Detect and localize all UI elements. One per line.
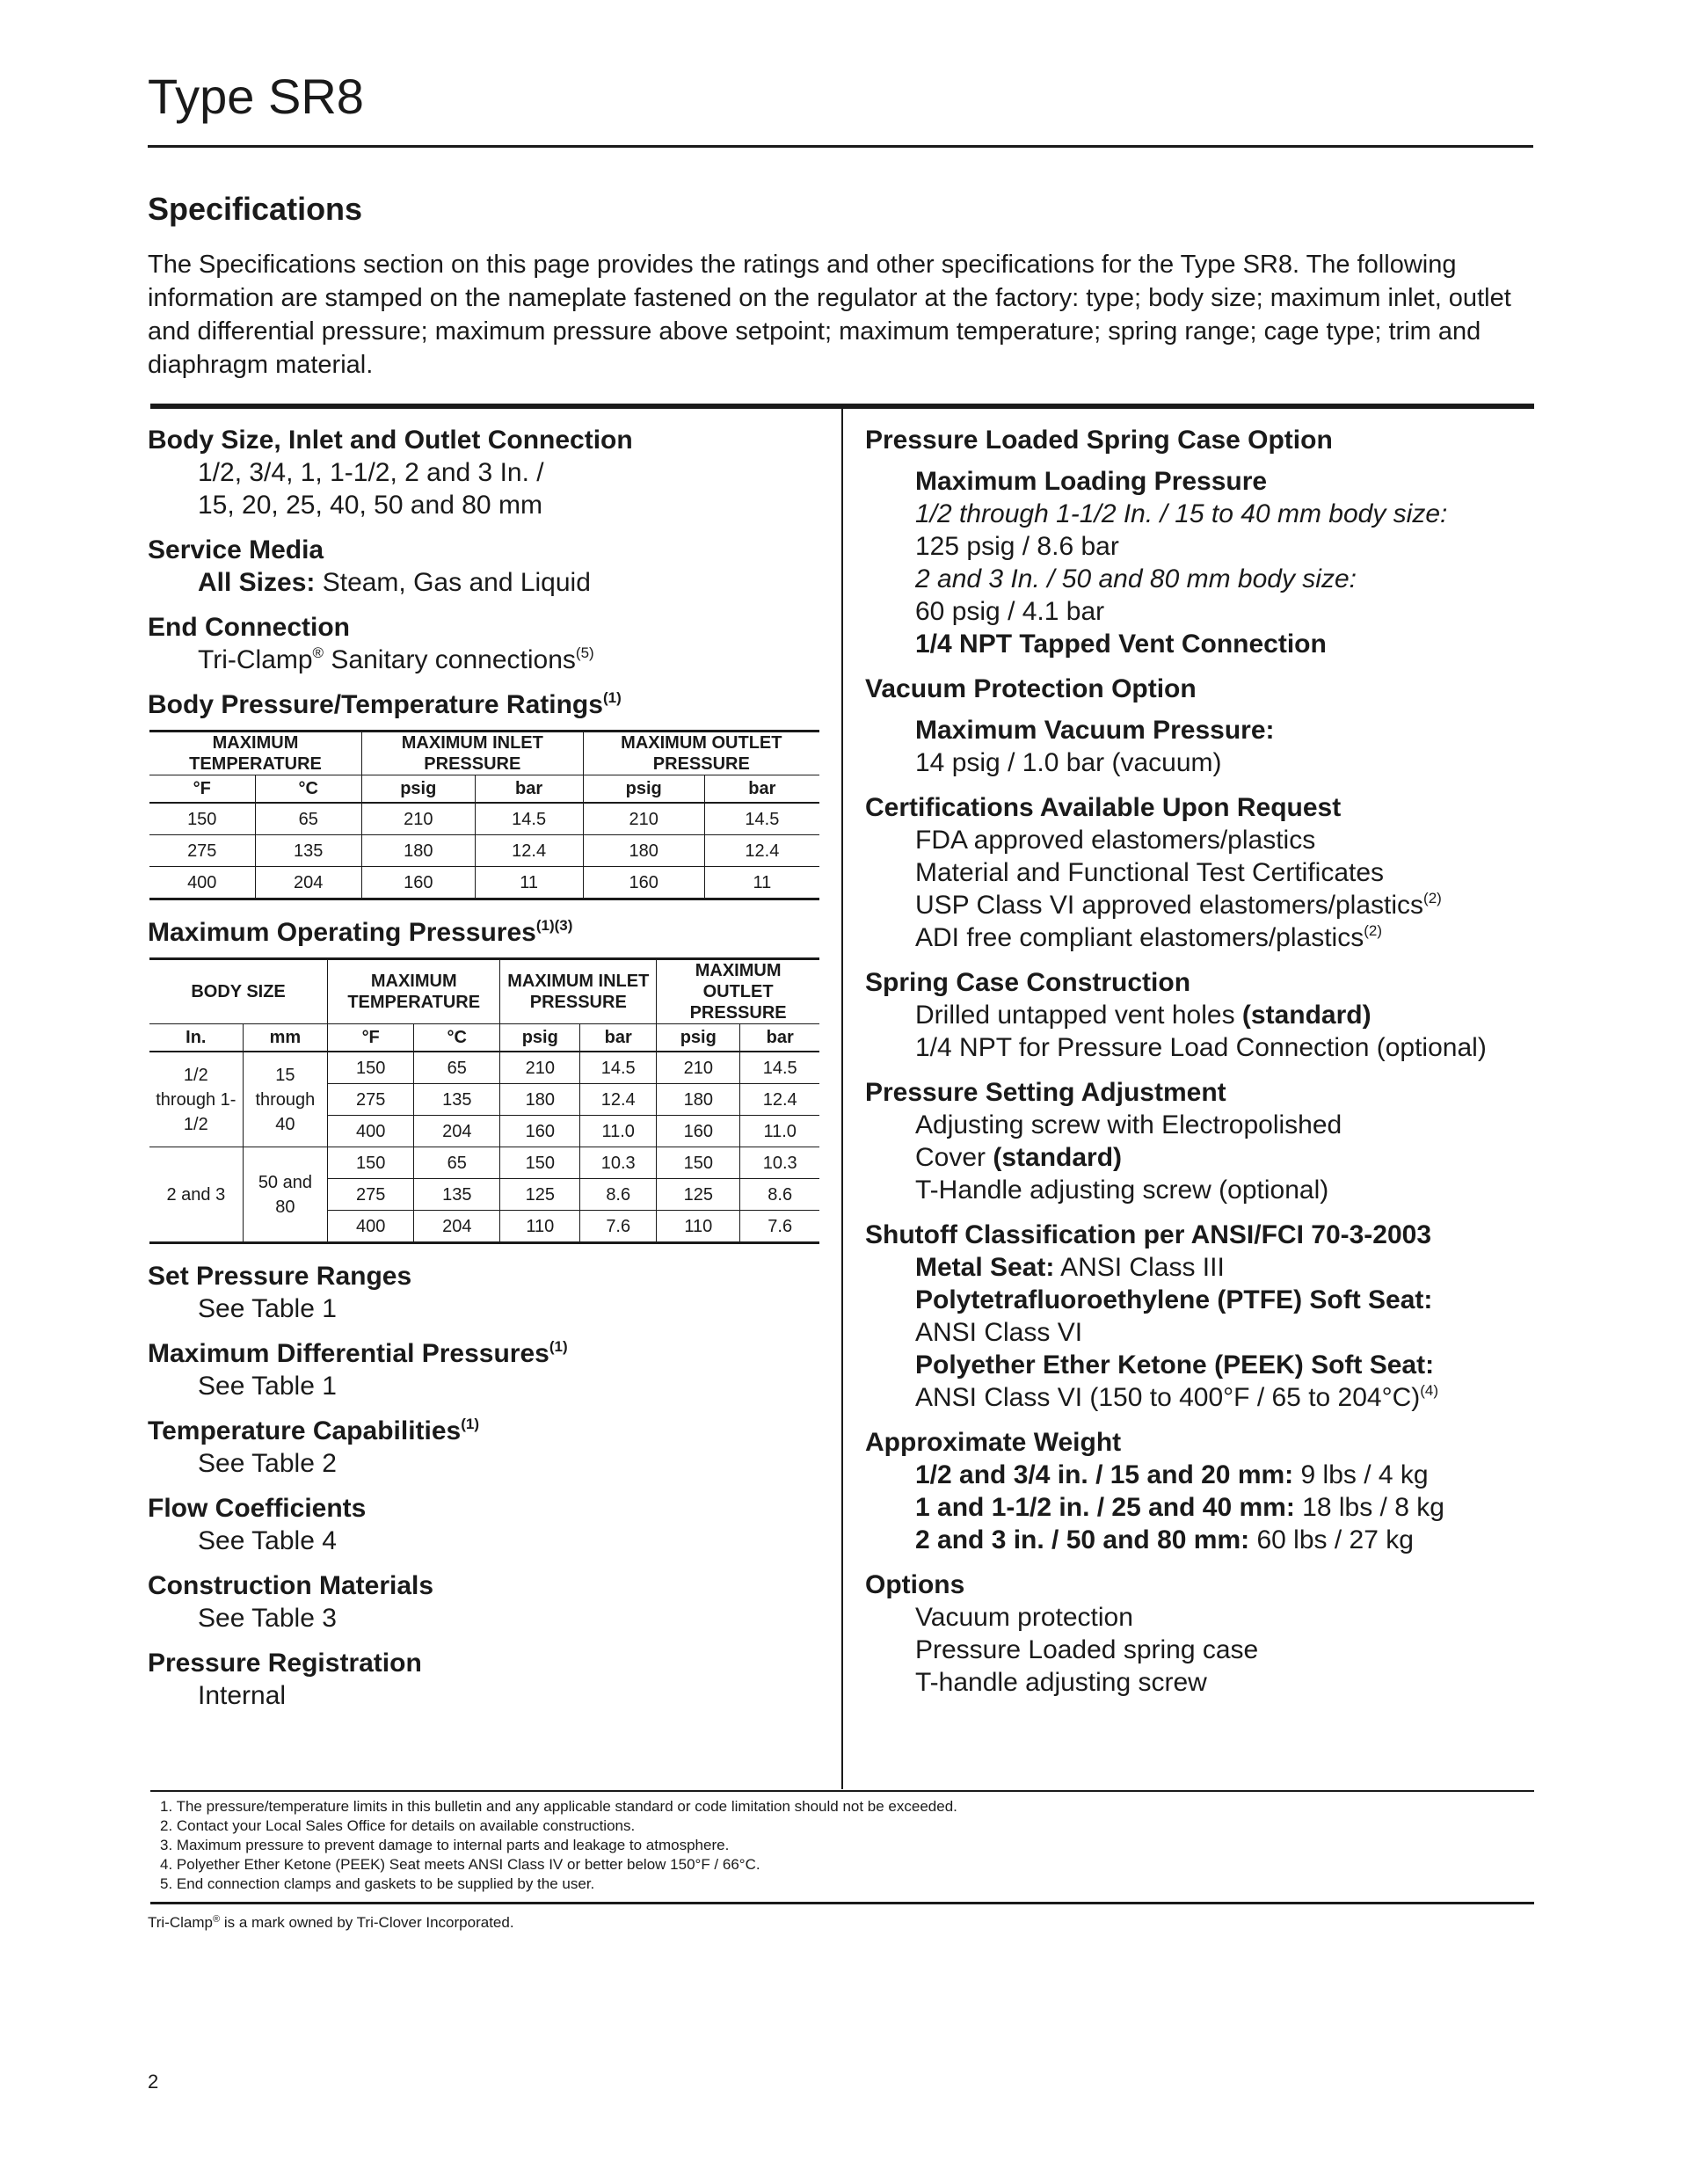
footnote-ref: (1) [602,689,622,706]
column-divider [841,409,843,1789]
table-cell: 150 [657,1147,740,1179]
table-cell: 180 [500,1084,580,1116]
table-cell: 12.4 [704,835,819,867]
spec-value: 14 psig / 1.0 bar (vacuum) [915,748,1222,777]
spec-value [148,644,825,676]
spec-label: Metal Seat: [915,1253,1055,1282]
list-item [865,921,1533,954]
table-cell: 8.6 [740,1179,819,1211]
unit-header: °C [414,1024,500,1052]
table-cell: 65 [414,1147,500,1179]
options-spec [865,1569,1533,1699]
spec-heading-text: Temperature Capabilities [148,1416,462,1445]
spec-heading: Certifications Available Upon Request [865,793,1342,822]
table-cell: 275 [149,835,255,867]
spec-heading: Service Media [148,535,324,564]
spec-value: 60 psig / 4.1 bar [915,597,1105,626]
spec-value [865,1251,1533,1284]
size-mm-cell: 50 and 80 [243,1147,327,1243]
spec-heading: Options [865,1570,965,1599]
table-cell: 275 [328,1179,414,1211]
spec-value [865,714,1533,746]
body-size-spec [148,424,825,521]
spec-value [865,1349,1533,1381]
list-item [865,1491,1533,1524]
table-cell: 400 [328,1116,414,1147]
spec-heading: Construction Materials [148,1571,434,1600]
table-cell: 11.0 [580,1116,657,1147]
table-row [149,1147,819,1179]
table-cell: 204 [414,1211,500,1243]
size-in-cell: 1/2 through 1-1/2 [149,1052,243,1147]
column-header: MAXIMUM OUTLET PRESSURE [583,732,819,775]
spec-text: FDA approved elastomers/plastics [915,826,1316,855]
spec-heading: Body Size, Inlet and Outlet Connection [148,426,633,455]
spec-text: 18 lbs / 8 kg [1294,1493,1444,1522]
table-cell: 7.6 [580,1211,657,1243]
max-operating-table [149,957,819,1244]
table-cell: 10.3 [740,1147,819,1179]
unit-header: °F [149,775,255,804]
spec-text: Sanitary connections [324,645,576,674]
unit-header: mm [243,1024,327,1052]
spec-heading: Pressure Loaded Spring Case Option [865,426,1333,455]
footnote: 2. Contact your Local Sales Office for details on available constructions. [160,1817,636,1834]
table-cell: 150 [328,1147,414,1179]
table-cell: 14.5 [740,1052,819,1084]
spec-subheading: 1/4 NPT Tapped Vent Connection [915,630,1327,659]
list-item: Vacuum protection [915,1603,1133,1632]
spec-value: 125 psig / 8.6 bar [915,532,1119,561]
footnote-ref: (2) [1423,890,1442,906]
spec-value: T-Handle adjusting screw (optional) [915,1176,1329,1205]
spec-label: Polytetrafluoroethylene (PTFE) Soft Seat: [915,1285,1433,1314]
spec-value: See Table 1 [198,1294,337,1323]
table-cell: 7.6 [740,1211,819,1243]
spec-text: Cover [915,1143,993,1172]
spec-value: See Table 3 [198,1604,337,1633]
unit-header: psig [500,1024,580,1052]
spec-value [865,1381,1533,1414]
spec-text: 9 lbs / 4 kg [1293,1460,1429,1489]
list-item [865,1459,1533,1491]
spring-case-spec [865,966,1533,1064]
spec-value: Internal [198,1681,287,1710]
unit-header: bar [740,1024,819,1052]
size-mm-cell: 15 through 40 [243,1052,327,1147]
table-cell: 8.6 [580,1179,657,1211]
spec-heading: Pressure Registration [148,1649,422,1678]
table-cell: 400 [149,867,255,899]
table-row [149,835,819,867]
table-cell: 110 [657,1211,740,1243]
spec-value: 1/2 through 1-1/2 In. / 15 to 40 mm body size: [915,499,1448,528]
spec-heading: Set Pressure Ranges [148,1262,412,1291]
spec-label: 1/2 and 3/4 in. / 15 and 20 mm: [915,1460,1294,1489]
list-item: Pressure Loaded spring case [915,1635,1259,1664]
table-cell: 210 [657,1052,740,1084]
table-cell: 12.4 [475,835,583,867]
column-header: MAXIMUM TEMPERATURE [328,959,500,1024]
trademark-notice [148,1913,514,1933]
spec-value: Adjusting screw with Electropolished [915,1110,1342,1139]
construction-materials-spec [148,1569,825,1634]
set-pressure-spec [148,1260,825,1325]
table-cell: 135 [414,1179,500,1211]
unit-header: psig [361,775,475,804]
footnote-ref: (2) [1364,922,1382,939]
section-heading: Specifications [148,191,363,227]
spec-subheading: Maximum Loading Pressure [915,467,1268,496]
unit-header: psig [583,775,704,804]
spec-label: 1 and 1-1/2 in. / 25 and 40 mm: [915,1493,1295,1522]
table-row [149,867,819,899]
flow-coefficients-spec [148,1492,825,1557]
spec-heading: Spring Case Construction [865,968,1191,997]
footnote-ref: (1) [549,1338,568,1355]
spec-text: Material and Functional Test Certificates [915,858,1385,887]
approximate-weight-spec [865,1426,1533,1556]
spec-value [865,628,1533,660]
spec-value: ANSI Class VI [915,1318,1083,1347]
footnote: 3. Maximum pressure to prevent damage to internal parts and leakage to atmosphere. [160,1837,730,1853]
table-cell: 135 [255,835,361,867]
max-differential-spec [148,1337,825,1402]
list-item [865,856,1533,889]
pressure-registration-spec [148,1647,825,1712]
shutoff-classification-spec [865,1219,1533,1414]
table-cell: 135 [414,1084,500,1116]
spec-text: ADI free compliant elastomers/plastics [915,923,1364,952]
table-cell: 10.3 [580,1147,657,1179]
service-media-spec [148,534,825,599]
table-cell: 12.4 [740,1084,819,1116]
trademark-text: Tri-Clamp [148,1914,213,1931]
table-cell: 11 [475,867,583,899]
unit-header: °C [255,775,361,804]
table-cell: 180 [657,1084,740,1116]
unit-header: °F [328,1024,414,1052]
spec-heading [148,916,825,949]
column-header: MAXIMUM OUTLET PRESSURE [657,959,819,1024]
spec-text: ANSI Class VI (150 to 400°F / 65 to 204°C) [915,1383,1421,1412]
spec-value: 1/2, 3/4, 1, 1-1/2, 2 and 3 In. / [198,458,544,487]
spec-text: Tri-Clamp [198,645,313,674]
spec-label: Polyether Ether Ketone (PEEK) Soft Seat: [915,1350,1435,1380]
list-item [865,824,1533,856]
spec-heading-text: Body Pressure/Temperature Ratings [148,690,603,719]
table-row [149,803,819,835]
table-cell: 400 [328,1211,414,1243]
column-header: MAXIMUM INLET PRESSURE [500,959,657,1024]
spec-text: Steam, Gas and Liquid [322,568,591,597]
footnote-ref: (4) [1420,1382,1439,1399]
spec-heading [148,1337,825,1370]
table-cell: 160 [583,867,704,899]
table-cell: 11 [704,867,819,899]
column-header: BODY SIZE [149,959,328,1024]
spec-heading-text: Maximum Differential Pressures [148,1339,549,1368]
spec-value [865,465,1533,498]
left-column [148,424,825,1724]
list-item [865,889,1533,921]
unit-header: bar [580,1024,657,1052]
table-row [149,1052,819,1084]
spec-value: 1/4 NPT for Pressure Load Connection (optional) [915,1033,1487,1062]
table-cell: 150 [500,1147,580,1179]
spec-text: Drilled untapped vent holes [915,1001,1242,1030]
certifications-spec [865,791,1533,954]
table-cell: 125 [500,1179,580,1211]
table-cell: 210 [500,1052,580,1084]
spec-value [148,566,825,599]
document-title: Type SR8 [148,69,364,124]
table-cell: 210 [583,803,704,835]
table-cell: 65 [255,803,361,835]
footnotes-rule [150,1790,1534,1792]
trademark-text: is a mark owned by Tri-Clover Incorporated. [220,1914,514,1931]
table-cell: 204 [255,867,361,899]
column-header: MAXIMUM INLET PRESSURE [361,732,583,775]
right-column [865,424,1533,1711]
spec-value [865,1284,1533,1316]
footnote: 5. End connection clamps and gaskets to be supplied by the user. [160,1875,595,1892]
spec-text: USP Class VI approved elastomers/plastics [915,891,1424,920]
table-cell: 180 [361,835,475,867]
spec-heading: Vacuum Protection Option [865,674,1197,703]
intro-paragraph: The Specifications section on this page provides the ratings and other specifications for the Type SR8. The following information are stamped on the nameplate fastened on the regulator at the factory: type; body size; maximum inlet, outlet and differential pressure; maximum pressure above setpoint; maximum temperature; spring range; cage type; trim and diaphragm material. [148,251,1511,379]
spec-heading [148,688,825,721]
spec-heading: Shutoff Classification per ANSI/FCI 70-3-2003 [865,1220,1432,1249]
unit-header: In. [149,1024,243,1052]
footnote-ref: (1) [461,1416,480,1432]
footnote: 1. The pressure/temperature limits in this bulletin and any applicable standard or code limitation should not be exceeded. [160,1798,957,1815]
footnote-ref: (1)(3) [535,917,573,934]
footnote-ref: (5) [575,644,594,661]
spec-emphasis: (standard) [1241,1001,1372,1030]
spec-heading: End Connection [148,613,350,642]
table-cell: 14.5 [704,803,819,835]
title-rule [148,145,1533,148]
column-header: MAXIMUM TEMPERATURE [149,732,361,775]
spec-heading: Pressure Setting Adjustment [865,1078,1226,1107]
table-cell: 204 [414,1116,500,1147]
spec-value [865,999,1533,1031]
pressure-setting-spec [865,1076,1533,1206]
footnote: 4. Polyether Ether Ketone (PEEK) Seat meets ANSI Class IV or better below 150°F / 66°C. [160,1856,760,1873]
list-item: T-handle adjusting screw [915,1668,1207,1697]
table-cell: 110 [500,1211,580,1243]
table-cell: 150 [149,803,255,835]
spec-value: See Table 4 [198,1526,337,1555]
table-cell: 160 [361,867,475,899]
spec-label: All Sizes: [198,568,316,597]
page-number: 2 [148,2071,159,2093]
spec-heading [148,1415,825,1447]
vacuum-protection-spec [865,673,1533,779]
body-ratings-table [149,730,819,900]
spec-subheading: Maximum Vacuum Pressure: [915,716,1275,745]
spec-value: 15, 20, 25, 40, 50 and 80 mm [198,491,542,520]
end-connection-spec [148,611,825,676]
table-cell: 14.5 [580,1052,657,1084]
spec-heading: Approximate Weight [865,1428,1122,1457]
table-cell: 275 [328,1084,414,1116]
table-cell: 210 [361,803,475,835]
unit-header: bar [704,775,819,804]
spec-emphasis: (standard) [993,1143,1123,1172]
spec-text: 60 lbs / 27 kg [1249,1525,1414,1554]
unit-header: bar [475,775,583,804]
table-cell: 160 [500,1116,580,1147]
spec-label: 2 and 3 in. / 50 and 80 mm: [915,1525,1250,1554]
table-cell: 12.4 [580,1084,657,1116]
temperature-capabilities-spec [148,1415,825,1480]
table-cell: 160 [657,1116,740,1147]
spec-value: See Table 2 [198,1449,337,1478]
registered-mark: ® [212,1914,221,1925]
spec-heading: Flow Coefficients [148,1494,367,1523]
table-cell: 11.0 [740,1116,819,1147]
spec-value [865,1141,1533,1174]
footnotes-list [160,1797,957,1894]
trademark-rule [150,1902,1534,1904]
spec-value: 2 and 3 In. / 50 and 80 mm body size: [915,564,1357,593]
table-cell: 180 [583,835,704,867]
table-cell: 65 [414,1052,500,1084]
body-ratings-spec [148,688,825,900]
spec-heading-text: Maximum Operating Pressures [148,918,536,947]
max-operating-spec [148,916,825,1244]
table-cell: 150 [328,1052,414,1084]
size-in-cell: 2 and 3 [149,1147,243,1243]
list-item [865,1524,1533,1556]
spec-value: See Table 1 [198,1372,337,1401]
pressure-loaded-spec [865,424,1533,660]
spec-text: ANSI Class III [1054,1253,1225,1282]
table-cell: 125 [657,1179,740,1211]
unit-header: psig [657,1024,740,1052]
table-cell: 14.5 [475,803,583,835]
registered-mark: ® [312,644,324,661]
